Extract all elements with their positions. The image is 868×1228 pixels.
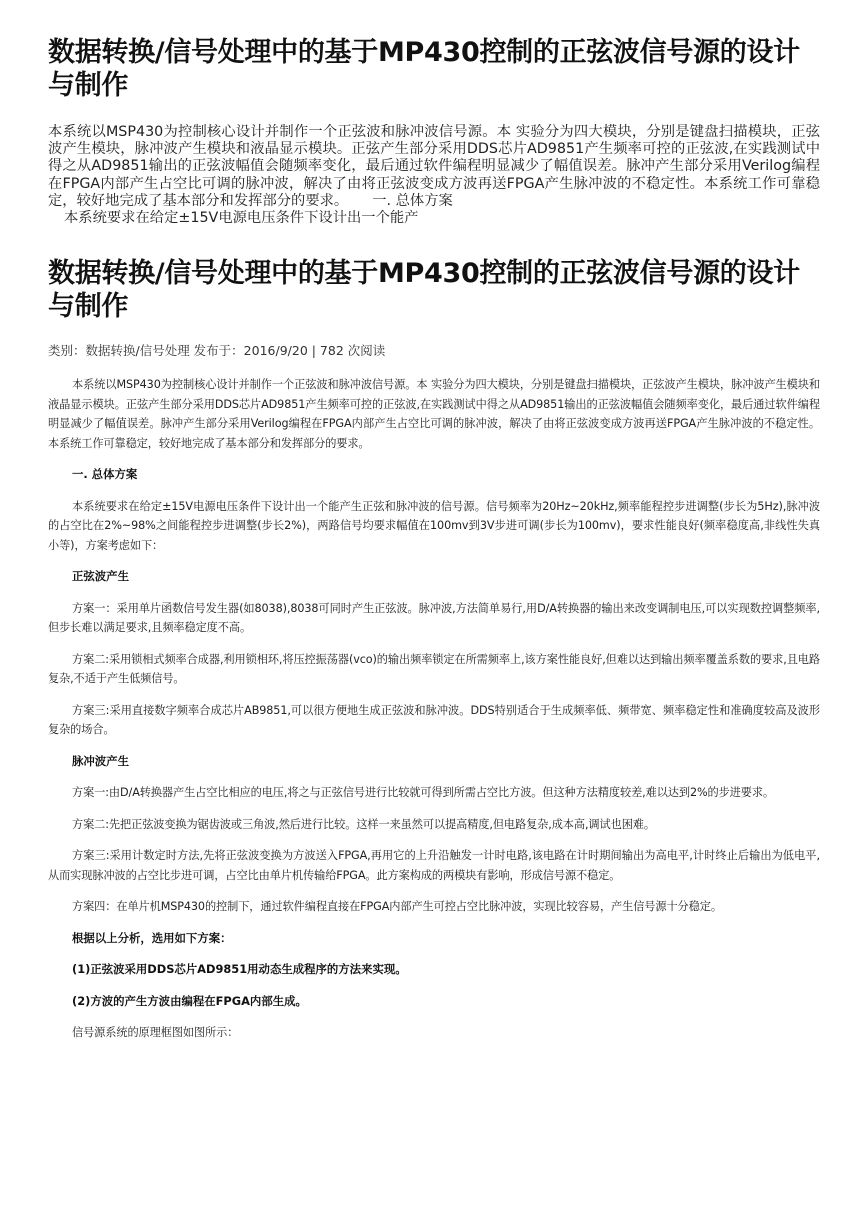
heading-sine-generation: 正弦波产生	[72, 569, 129, 583]
diagram-caption: 信号源系统的原理框图如图所示：	[72, 1026, 239, 1039]
sine-plan-3: 方案三:采用直接数字频率合成芯片AB9851,可以很方便地生成正弦波和脉冲波。DDS特别适合于生成频率低、频带宽、频率稳定性和准确度较高及波形复杂的场合。	[48, 703, 820, 736]
summary-requirement: 本系统要求在给定±15V电源电压条件下设计出一个能产	[64, 210, 419, 227]
conclusion-item-1: (1)正弦波采用DDS芯片AD9851用动态生成程序的方法来实现。	[72, 962, 407, 976]
article-title: 数据转换/信号处理中的基于MP430控制的正弦波信号源的设计与制作	[48, 258, 800, 322]
heading-conclusion: 根据以上分析，选用如下方案：	[72, 930, 232, 945]
article-body	[48, 375, 820, 1055]
requirement-paragraph: 本系统要求在给定±15V电源电压条件下设计出一个能产生正弦和脉冲波的信号源。信号频率为20Hz~20kHz,频率能程控步进调整(步长为5Hz),脉冲波的占空比在2%~98%之间能程控步进调整(步长2%)，两路信号均要求幅值在100mv到3V步进可调(步长为100mv)，要求性能良好(频率稳度高,非线性失真小等)，方案考虑如下：	[48, 499, 820, 552]
pulse-plan-2: 方案二:先把正弦波变换为锯齿波或三角波,然后进行比较。这样一来虽然可以提高精度,但电路复杂,成本高,调试也困难。	[72, 817, 655, 831]
sine-plan-1: 方案一：采用单片函数信号发生器(如8038),8038可同时产生正弦波。脉冲波,方法简单易行,用D/A转换器的输出来改变调制电压,可以实现数控调整频率,但步长难以满足要求,且频率稳定度不高。	[48, 601, 820, 634]
summary-paragraph	[48, 124, 820, 227]
sine-plan-2: 方案二:采用锁相式频率合成器,利用锁相环,将压控振荡器(vco)的输出频率锁定在所需频率上,该方案性能良好,但难以达到输出频率覆盖系数的要求,且电路复杂,不适于产生低频信号。	[48, 652, 820, 685]
heading-pulse-generation: 脉冲波产生	[72, 753, 129, 768]
pulse-plan-4: 方案四：在单片机MSP430的控制下，通过软件编程直接在FPGA内部产生可控占空比脉冲波，实现比较容易，产生信号源十分稳定。	[72, 900, 722, 913]
conclusion-item-2: (2)方波的产生方波由编程在FPGA内部生成。	[72, 993, 307, 1008]
summary-text: 本系统以MSP430为控制核心设计并制作一个正弦波和脉冲波信号源。本 实验分为四大模块，分别是键盘扫描模块，正弦波产生模块，脉冲波产生模块和液晶显示模块。正弦产生部分采用DDS芯片AD9851产生频率可控的正弦波,在实践测试中得之从AD9851输出的正弦波幅值会随频率变化，最后通过软件编程明显减少了幅值误差。脉冲产生部分采用Verilog编程在FPGA内部产生占空比可调的脉冲波，解决了由将正弦波变成方波再送FPGA产生脉冲波的不稳定性。本系统工作可靠稳定，较好地完成了基本部分和发挥部分的要求。	[48, 124, 820, 209]
pulse-plan-1: 方案一:由D/A转换器产生占空比相应的电压,将之与正弦信号进行比较就可得到所需占空比方波。但这种方法精度较差,难以达到2%的步进要求。	[72, 786, 775, 799]
pulse-plan-3: 方案三:采用计数定时方法,先将正弦波变换为方波送入FPGA,再用它的上升沿触发一计时电路,该电路在计时期间输出为高电平,计时终止后输出为低电平, 从而实现脉冲波的占空比步进可调，占空比由单片机传输给FPGA。此方案构成的两模块有影响，形成信号源不稳定。	[48, 849, 820, 882]
article-meta: 类别：数据转换/信号处理 发布于：2016/9/20 | 782 次阅读	[48, 343, 386, 358]
summary-tail: 一. 总体方案	[372, 192, 453, 209]
page-title: 数据转换/信号处理中的基于MP430控制的正弦波信号源的设计与制作	[48, 37, 800, 101]
heading-overall-plan: 一. 总体方案	[72, 467, 138, 481]
intro-paragraph: 本系统以MSP430为控制核心设计并制作一个正弦波和脉冲波信号源。本 实验分为四大模块，分别是键盘扫描模块，正弦波产生模块，脉冲波产生模块和液晶显示模块。正弦产生部分采用DDS芯片AD9851产生频率可控的正弦波,在实践测试中得之从AD9851输出的正弦波幅值会随频率变化，最后通过软件编程明显减少了幅值误差。脉冲产生部分采用Verilog编程在FPGA内部产生占空比可调的脉冲波，解决了由将正弦波变成方波再送FPGA产生脉冲波的不稳定性。本系统工作可靠稳定，较好地完成了基本部分和发挥部分的要求。	[48, 378, 820, 450]
